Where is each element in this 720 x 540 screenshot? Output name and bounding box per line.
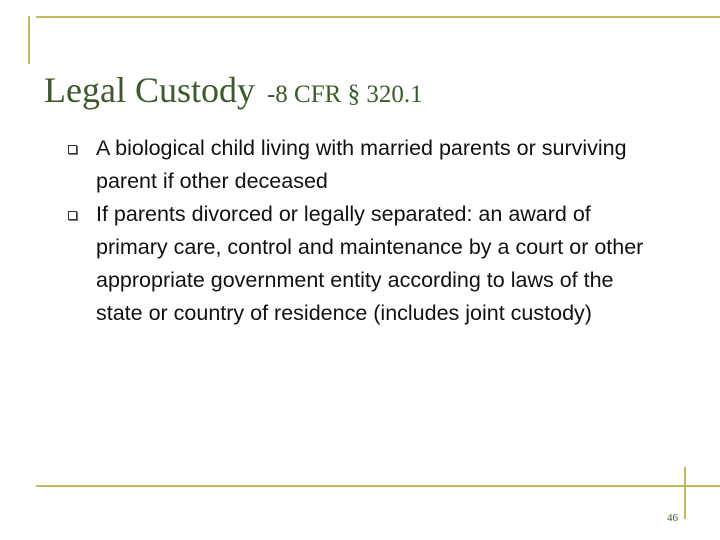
bullet-text: A biological child living with married parents or surviving parent if other deceased — [96, 136, 627, 193]
slide-title-main: Legal Custody — [44, 70, 255, 110]
right-decorative-rule — [684, 467, 686, 519]
bullet-text: If parents divorced or legally separated: an award of primary care, control and maintenance by a court or other appropriate government entity according to laws of the state or country of residence (includes joint custody) — [96, 202, 644, 325]
hollow-square-bullet-icon — [68, 211, 77, 220]
slide-title-citation: -8 CFR § 320.1 — [266, 81, 423, 108]
bullet-item — [66, 132, 666, 198]
bullet-list — [66, 132, 666, 330]
slide-title — [44, 72, 423, 108]
bottom-decorative-rule — [36, 485, 720, 487]
top-decorative-rule — [36, 16, 720, 18]
hollow-square-bullet-icon — [68, 145, 77, 154]
left-decorative-rule — [28, 16, 30, 64]
bullet-item — [66, 198, 666, 330]
page-number: 46 — [667, 512, 678, 524]
